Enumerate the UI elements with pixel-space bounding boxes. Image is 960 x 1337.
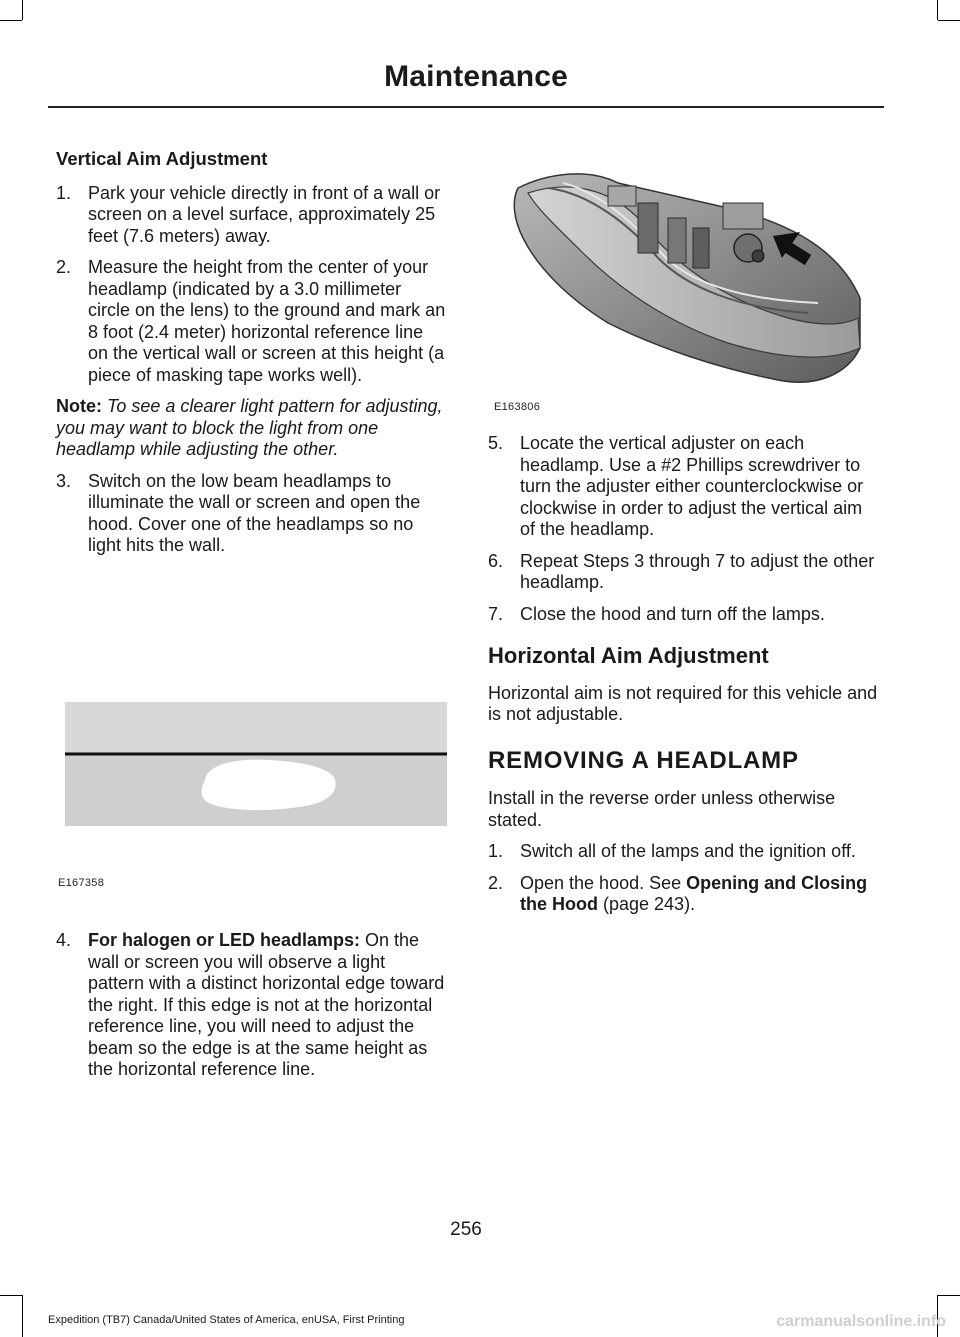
step-text: Switch all of the lamps and the ignition off. — [520, 841, 856, 861]
step-number: 2. — [488, 872, 504, 893]
removing-intro: Install in the reverse order unless otherwise stated. — [488, 788, 836, 830]
crop-mark — [937, 0, 938, 20]
step-item — [488, 873, 880, 916]
crop-mark — [22, 0, 23, 20]
page-number: 256 — [450, 1219, 482, 1240]
cross-reference-link[interactable]: Opening and Closing the Hood — [520, 872, 868, 914]
step-number: 4. — [56, 930, 72, 950]
right-column — [488, 433, 880, 926]
crop-mark — [22, 1295, 23, 1337]
beam-pattern-figure — [65, 702, 447, 826]
step-number: 6. — [488, 550, 504, 571]
note-label: Note: — [56, 396, 102, 416]
step-item — [56, 183, 446, 248]
step-text: Repeat Steps 3 through 7 to adjust the other headlamp. — [520, 550, 875, 592]
step-number: 1. — [488, 841, 504, 861]
step-item — [56, 930, 446, 1081]
figure-code: E167358 — [58, 877, 105, 889]
step-text: Locate the vertical adjuster on each headlamp. Use a #2 Phillips screwdriver to turn the adjuster either counterclockwise or clockwise in order to adjust the vertical aim of the headlamp. — [520, 433, 864, 539]
footer-text: Expedition (TB7) Canada/United States of America, enUSA, First Printing — [48, 1314, 405, 1326]
figure-code: E163806 — [494, 401, 541, 413]
step-number: 3. — [56, 470, 72, 491]
beam-pattern-illustration — [65, 702, 447, 826]
watermark: carmanualsonline.info — [776, 1313, 946, 1330]
step-body: On the wall or screen you will observe a light pattern with a distinct horizontal edge toward the right. If this edge is not at the horizontal reference line, you will need to adjust the beam so the edge is at the same height as the horizontal reference line. — [88, 930, 445, 1079]
left-column — [56, 148, 446, 567]
crop-mark — [938, 1295, 960, 1296]
step-text: Park your vehicle directly in front of a wall or screen on a level surface, approximately 25 feet (7.6 meters) away. — [88, 182, 441, 246]
step-text — [520, 873, 880, 916]
step-number: 5. — [488, 433, 504, 453]
headlamp-illustration — [488, 148, 880, 398]
step-item — [488, 551, 880, 594]
light-spot — [202, 760, 336, 810]
step-number: 2. — [56, 257, 72, 277]
step-text: Switch on the low beam headlamps to illuminate the wall or screen and open the hood. Cover one of the headlamps so no light hits the wall. — [88, 470, 421, 555]
page-title: Maintenance — [384, 60, 568, 93]
step-text — [88, 930, 446, 1081]
page-reference: (page 243). — [598, 894, 696, 914]
crop-mark — [938, 20, 960, 21]
step-item — [488, 433, 880, 541]
step-4-block — [56, 930, 446, 1091]
note-text: To see a clearer light pattern for adjusting, you may want to block the light from one headlamp while adjusting the other. — [56, 396, 443, 459]
section-heading-removing-headlamp: REMOVING A HEADLAMP — [488, 746, 799, 774]
step-text: Close the hood and turn off the lamps. — [520, 603, 825, 624]
step-item — [56, 257, 446, 386]
crop-mark — [0, 20, 22, 21]
headlamp-figure — [488, 148, 880, 398]
crop-mark — [0, 1295, 22, 1296]
step-item — [488, 841, 880, 863]
note-paragraph — [56, 396, 446, 461]
step-number: 7. — [488, 603, 504, 624]
header-rule — [48, 106, 884, 108]
step-text: Measure the height from the center of your headlamp (indicated by a 3.0 millimeter circle on the lens) to the ground and mark an 8 foot (2.4 meter) horizontal reference line on the vertical wall or screen at this height (a piece of masking tape works well). — [88, 257, 446, 385]
step-item — [488, 604, 880, 626]
section-heading-horizontal-aim: Horizontal Aim Adjustment — [488, 643, 769, 668]
step-item — [56, 471, 446, 557]
step-bold-lead: For halogen or LED headlamps: — [88, 930, 361, 950]
section-heading-vertical-aim: Vertical Aim Adjustment — [56, 148, 268, 169]
step-body: Open the hood. See — [520, 872, 687, 893]
horizontal-aim-text: Horizontal aim is not required for this vehicle and is not adjustable. — [488, 682, 878, 724]
step-number: 1. — [56, 182, 72, 203]
